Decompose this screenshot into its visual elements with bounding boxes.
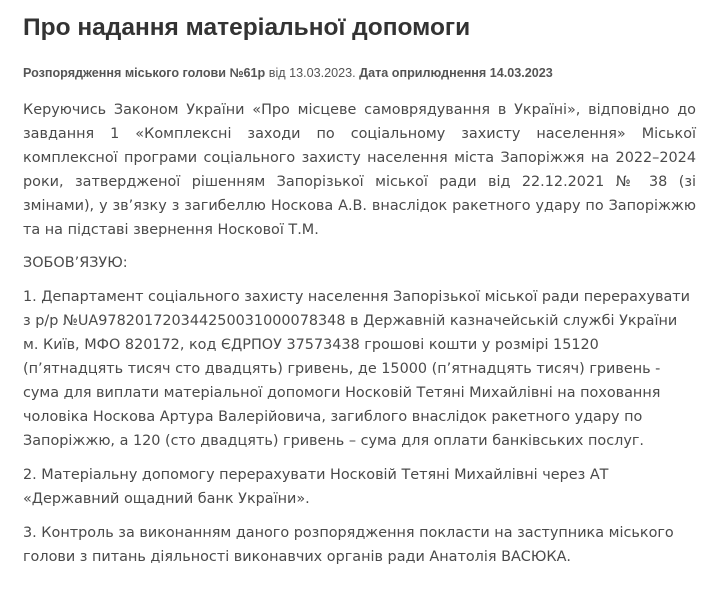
meta-separator: .: [352, 66, 360, 80]
order-item-3: 3. Контроль за виконанням даного розпорядження покласти на заступника міського голови з питань діяльності виконавчих органів ради Анатолія ВАСЮКА.: [23, 525, 674, 565]
intro-paragraph: Керуючись Законом України «Про місцеве самоврядування в Україні», відповідно до завдання 1 «Комплексні заходи по соціальному захисту населення» Міської комплексної програми соціального захисту населення міста Запоріжжя на 2022–2024 роки, затвердженої рішенням Запорізької міської ради від 22.12.2021 № 38 (зі змінами), у зв’язку з загибеллю Носкова А.В. внаслідок ракетного удару по Запоріжжю та на підставі звернення Носкової Т.М.: [23, 102, 696, 238]
document-number: Розпорядження міського голови №61р: [23, 66, 266, 80]
publication-date: Дата оприлюднення 14.03.2023: [359, 66, 553, 80]
order-item-2: 2. Матеріальну допомогу перерахувати Носковій Тетяні Михайлівні через АТ «Державний ощадний банк України».: [23, 467, 609, 507]
document-meta: [23, 65, 696, 81]
page-title: Про надання матеріальної допомоги: [23, 14, 471, 41]
order-heading: ЗОБОВ’ЯЗУЮ:: [23, 255, 128, 271]
document-date: 13.03.2023: [289, 66, 353, 80]
date-prefix: від: [265, 66, 290, 80]
document-body: [23, 98, 696, 569]
document: [23, 0, 696, 569]
order-item-1: 1. Департамент соціального захисту населення Запорізької міської ради перерахувати з р/р №UA978201720344250031000078348 в Державній казначейській службі України м. Київ, МФО 820172, код ЄДРПОУ 37573438 грошові кошти у розмірі 15120 (п’ятнадцять тисяч сто двадцять) гривень, де 15000 (п’ятнадцять тисяч) гривень - сума для виплати матеріальної допомоги Носковій Тетяні Михайлівні на поховання чоловіка Носкова Артура Валерійовича, загиблого внаслідок ракетного удару по Запоріжжю, а 120 (сто двадцять) гривень – сума для оплати банківських послуг.: [23, 289, 691, 449]
